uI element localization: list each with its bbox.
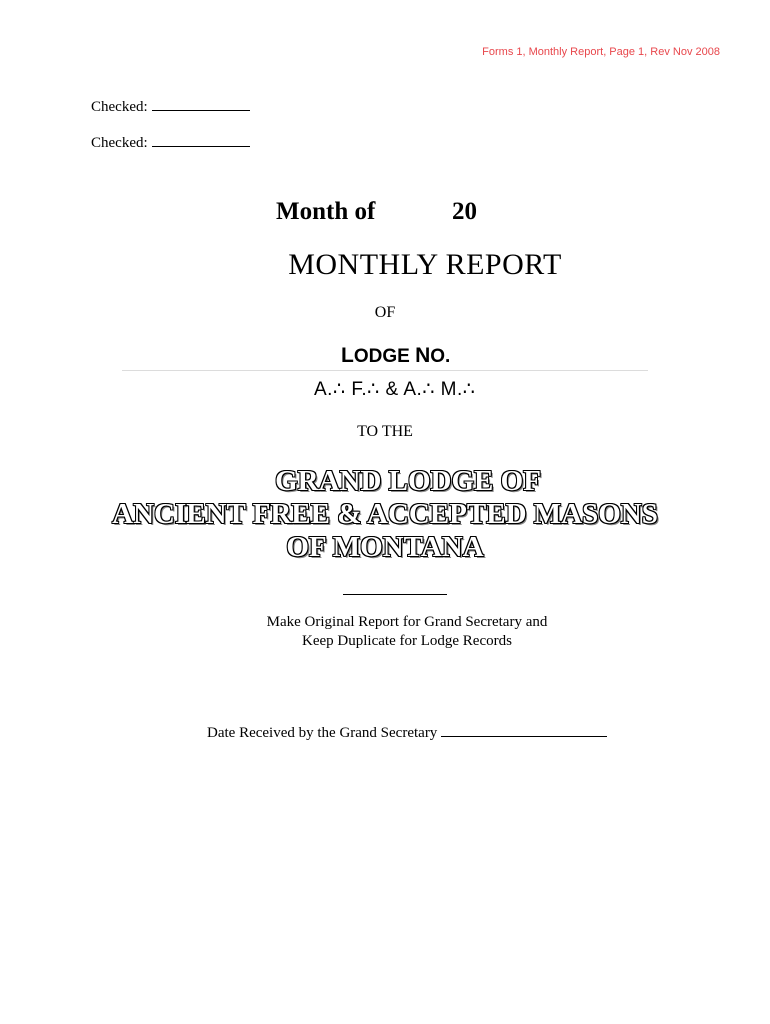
to-the-label: TO THE — [357, 423, 413, 440]
checked-label: Checked: — [91, 99, 148, 115]
checked-field-2 — [91, 132, 250, 152]
lodge-rest: ODGE — [353, 346, 410, 367]
grand-lodge-line-1: GRAND LODGE OF — [275, 465, 541, 497]
section-divider — [343, 594, 447, 595]
of-label: OF — [374, 304, 396, 321]
month-of-label: Month of — [276, 198, 376, 225]
no-initial: N — [415, 344, 431, 367]
lodge-initial: L — [341, 344, 354, 367]
instruction-line-1: Make Original Report for Grand Secretary and — [266, 614, 548, 630]
instruction-line-2: Keep Duplicate for Lodge Records — [302, 633, 512, 649]
no-rest: O. — [430, 346, 451, 367]
checked-blank-line[interactable] — [152, 132, 250, 147]
checked-label: Checked: — [91, 135, 148, 151]
date-received-field — [207, 722, 607, 742]
month-of-line — [276, 198, 477, 226]
checked-field-1 — [91, 96, 250, 116]
date-received-blank-line[interactable] — [441, 722, 607, 737]
date-received-label: Date Received by the Grand Secretary — [207, 725, 438, 741]
year-prefix: 20 — [452, 198, 477, 225]
lodge-number-line — [341, 344, 450, 368]
grand-lodge-line-3: OF MONTANA — [286, 531, 484, 563]
report-title: MONTHLY REPORT — [288, 248, 562, 281]
grand-lodge-line-2: ANCIENT FREE & ACCEPTED MASONS — [112, 498, 658, 530]
lodge-divider — [122, 370, 648, 371]
masonic-initials: A.∴ F.∴ & A.∴ M.∴ — [314, 379, 476, 400]
form-revision-label: Forms 1, Monthly Report, Page 1, Rev Nov 2008 — [482, 46, 720, 58]
checked-blank-line[interactable] — [152, 96, 250, 111]
